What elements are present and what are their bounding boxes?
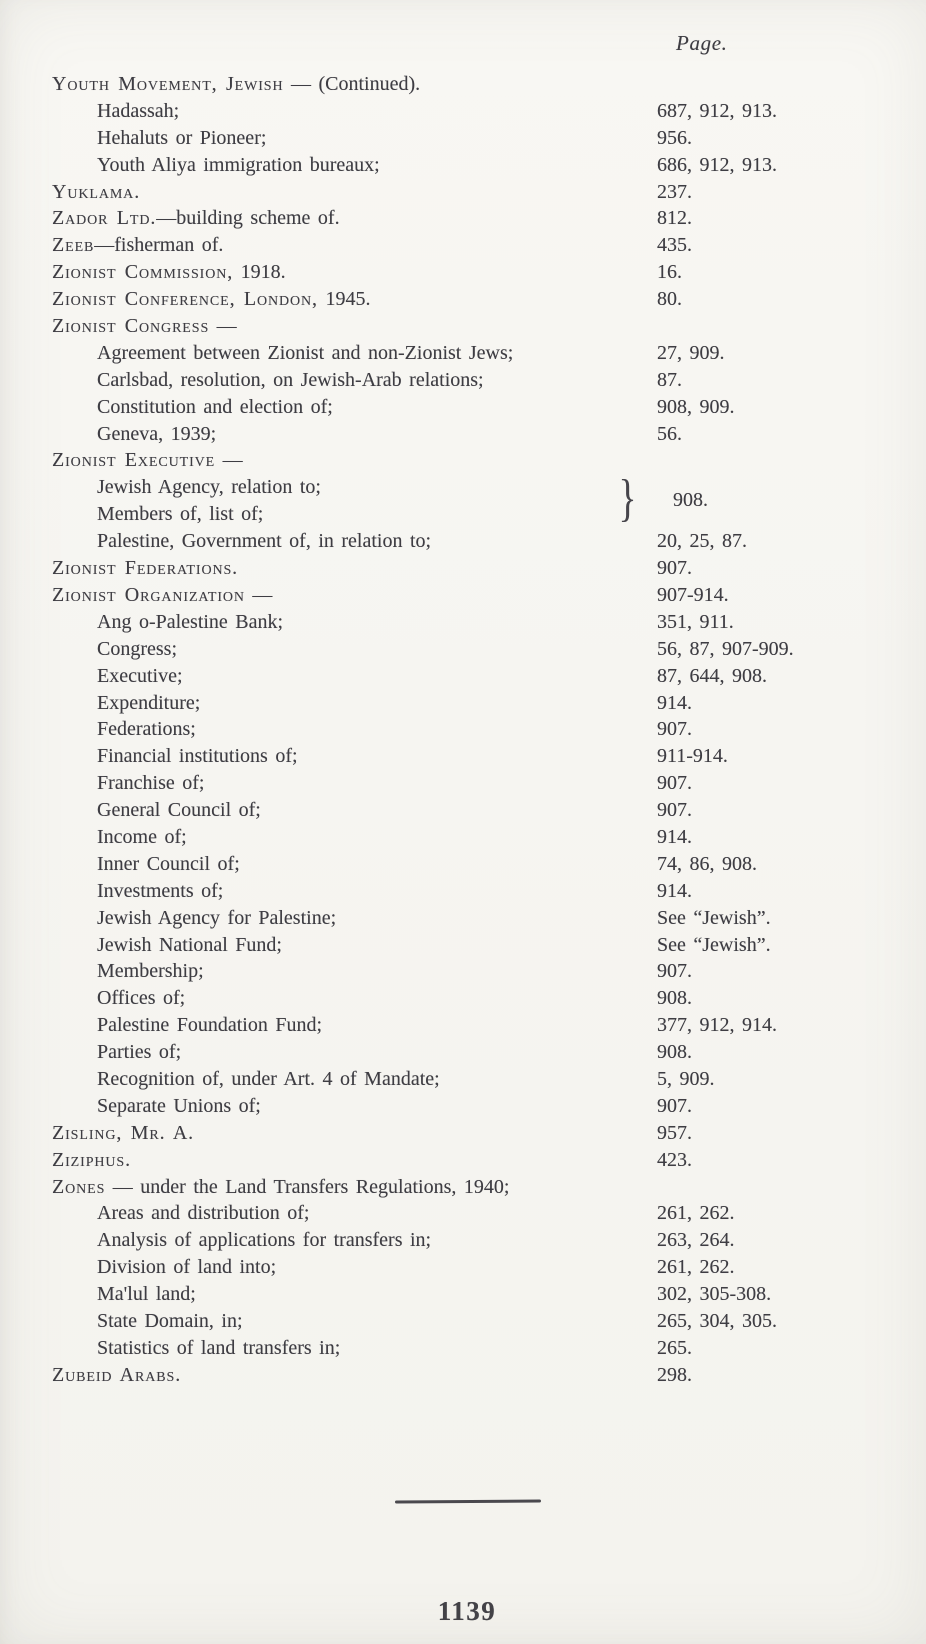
entry-pages: 27, 909. <box>657 341 725 364</box>
index-subentry <box>52 528 882 555</box>
entry-text <box>52 1120 194 1147</box>
entry-text: Investments of; <box>97 879 224 902</box>
index-subentry <box>52 636 882 663</box>
entry-pages: 686, 912, 913. <box>657 153 777 176</box>
entry-pages: 74, 86, 908. <box>657 852 757 875</box>
entry-text: Inner Council of; <box>97 852 240 875</box>
entry-text: Palestine Foundation Fund; <box>97 1014 322 1037</box>
index-subentry <box>52 98 882 125</box>
index-subentry <box>52 1039 882 1066</box>
entry-text: Offices of; <box>97 987 186 1010</box>
index-subentry <box>52 125 882 152</box>
entry-text: Yuklama. <box>52 180 140 203</box>
entry-pages: 956. <box>657 126 692 149</box>
index-subentry <box>52 851 882 878</box>
index-subentry <box>52 1012 882 1039</box>
entry-text: Youth Movement, Jewish — (Continued). <box>52 73 421 95</box>
index-subentry <box>52 932 882 959</box>
index-entry <box>52 555 882 582</box>
entry-pages: 957. <box>657 1121 692 1144</box>
entry-text: Hadassah; <box>97 99 180 122</box>
index-subentry <box>52 394 882 421</box>
entry-text: Zones — under the Land Transfers Regulations, 1940; <box>52 1175 510 1198</box>
entry-text: Division of land into; <box>97 1256 277 1279</box>
entry-pages: 263, 264. <box>657 1229 735 1252</box>
entry-pages: 911-914. <box>657 745 728 768</box>
index-subentry <box>52 985 882 1012</box>
entry-heading-smallcaps: Zador Ltd. <box>52 207 157 230</box>
index-subentry <box>52 716 882 743</box>
entry-pages: 87, 644, 908. <box>657 664 767 687</box>
entry-pages: See “Jewish”. <box>657 906 771 929</box>
entry-text: Zubeid Arabs. <box>52 1363 181 1386</box>
entry-heading-smallcaps: Zones <box>52 1175 106 1198</box>
entry-pages: 907. <box>657 557 692 580</box>
index-entry <box>52 582 882 609</box>
index-subentry <box>52 340 882 367</box>
entry-text: Franchise of; <box>97 772 205 795</box>
entry-heading-smallcaps: Yuklama <box>52 180 135 203</box>
index-subentry <box>52 797 882 824</box>
entry-pages: 261, 262. <box>657 1256 735 1279</box>
entry-text: Executive; <box>97 664 183 687</box>
entry-pages: 20, 25, 87. <box>657 530 747 553</box>
entry-pages: 908. <box>657 987 692 1010</box>
index-subentry <box>52 824 882 851</box>
index-subentry <box>52 152 882 179</box>
entry-pages: 423. <box>657 1148 692 1171</box>
index-subentry <box>52 421 882 448</box>
entry-text: Zeeb—fisherman of. <box>52 234 224 257</box>
entry-pages: 914. <box>657 691 692 714</box>
entry-text: Income of; <box>97 825 187 848</box>
index-entry <box>52 1147 882 1174</box>
index-subentry-text: Members of, list of; <box>97 503 264 526</box>
entry-text: Zionist Organization — <box>52 583 273 606</box>
index-entry <box>52 259 882 286</box>
entry-text: Zador Ltd.—building scheme of. <box>52 207 340 230</box>
entry-text: General Council of; <box>97 799 261 822</box>
entry-pages: 914. <box>657 879 692 902</box>
entry-pages: 80. <box>657 288 682 311</box>
entry-text: Zionist Federations. <box>52 557 238 580</box>
entry-text: Zionist Conference, London, 1945. <box>52 288 371 311</box>
index-entry <box>52 1362 882 1389</box>
entry-pages: 265. <box>657 1336 692 1359</box>
entry-pages: 812. <box>657 207 692 230</box>
entry-text: Areas and distribution of; <box>97 1202 310 1225</box>
entry-pages: 265, 304, 305. <box>657 1309 777 1332</box>
index-subentry <box>52 770 882 797</box>
entry-heading-smallcaps: Zionist Federations <box>52 557 233 580</box>
index-subentry <box>52 1227 882 1254</box>
entry-pages: 5, 909. <box>657 1067 715 1090</box>
entry-pages: 907-914. <box>657 583 729 606</box>
index-subentry <box>52 1093 882 1120</box>
index-entry <box>52 71 882 98</box>
brace-icon: } <box>618 470 637 528</box>
divider-rule <box>395 1499 541 1503</box>
entry-pages: 87. <box>657 368 682 391</box>
entry-pages: 907. <box>657 718 692 741</box>
entry-text: Federations; <box>97 718 196 741</box>
entry-text: Statistics of land transfers in; <box>97 1336 341 1359</box>
entry-text: Ang o-Palestine Bank; <box>97 610 284 633</box>
entry-text: Membership; <box>97 960 204 983</box>
entry-text: Zionist Congress — <box>52 315 237 338</box>
entry-pages: 56. <box>657 422 682 445</box>
entry-text: Zionist Commission, 1918. <box>52 261 286 284</box>
entry-text: Zionist Executive — <box>52 449 243 472</box>
index-subentry <box>52 905 882 932</box>
entry-heading-smallcaps: Ziziphus <box>52 1148 126 1171</box>
index-subentry <box>52 1335 882 1362</box>
entry-text: Jewish National Fund; <box>97 933 282 956</box>
entry-pages: 56, 87, 907-909. <box>657 637 794 660</box>
index-subentry <box>52 690 882 717</box>
entry-text: Agreement between Zionist and non-Zionist Jews; <box>97 341 514 364</box>
index-subentry <box>52 367 882 394</box>
entry-pages: 687, 912, 913. <box>657 99 777 122</box>
entry-pages: 907. <box>657 1094 692 1117</box>
entry-heading-smallcaps: Zeeb <box>52 234 95 257</box>
index-subentry <box>52 1066 882 1093</box>
entry-pages: 261, 262. <box>657 1202 735 1225</box>
entry-pages: 907. <box>657 772 692 795</box>
entry-heading-smallcaps: Zionist Commission, <box>52 261 234 284</box>
entry-pages: 908, 909. <box>657 395 735 418</box>
entry-heading-smallcaps: Zisling, Mr. A. <box>52 1121 195 1144</box>
entry-text: Ziziphus. <box>52 1148 131 1171</box>
entry-pages: 351, 911. <box>657 610 734 633</box>
entry-text: State Domain, in; <box>97 1309 243 1332</box>
entry-text: Congress; <box>97 637 177 660</box>
entry-text: Youth Aliya immigration bureaux; <box>97 153 380 176</box>
index-list <box>52 71 882 1389</box>
index-subentry <box>52 743 882 770</box>
index-subentry <box>52 1281 882 1308</box>
entry-text: Expenditure; <box>97 691 201 714</box>
index-entry <box>52 232 882 259</box>
entry-heading-smallcaps: Zubeid Arabs <box>52 1363 176 1386</box>
entry-heading-smallcaps: Zionist Congress <box>52 315 210 338</box>
index-subentry <box>52 1254 882 1281</box>
entry-pages: 435. <box>657 234 692 257</box>
entry-heading-smallcaps: Zionist Conference, London, <box>52 288 318 311</box>
entry-text: Carlsbad, resolution, on Jewish-Arab relations; <box>97 368 484 391</box>
index-entry <box>52 313 882 340</box>
entry-pages: See “Jewish”. <box>657 933 771 956</box>
index-entry <box>52 179 882 206</box>
entry-text: Analysis of applications for transfers in; <box>97 1229 432 1252</box>
index-subentry <box>52 1308 882 1335</box>
entry-text: Geneva, 1939; <box>97 422 217 445</box>
entry-pages: 16. <box>657 261 682 284</box>
entry-heading-smallcaps: Zionist Organization <box>52 583 245 606</box>
index-subentry-text: Jewish Agency, relation to; <box>97 476 321 499</box>
page-column-header: Page. <box>676 31 728 55</box>
entry-pages: 907. <box>657 960 692 983</box>
entry-text: Hehaluts or Pioneer; <box>97 126 267 149</box>
entry-text: Financial institutions of; <box>97 745 298 768</box>
index-entry <box>52 286 882 313</box>
entry-pages: 908. <box>673 489 708 512</box>
entry-text: Palestine, Government of, in relation to; <box>97 530 432 553</box>
entry-text: Separate Unions of; <box>97 1094 261 1117</box>
entry-heading-smallcaps: Zionist Executive <box>52 449 216 472</box>
page-number: 1139 <box>437 1596 497 1626</box>
entry-pages: 377, 912, 914. <box>657 1014 777 1037</box>
index-brace-group <box>52 470 882 528</box>
entry-text: Parties of; <box>97 1041 182 1064</box>
entry-text: Jewish Agency for Palestine; <box>97 906 337 929</box>
index-subentry <box>52 663 882 690</box>
entry-text: Recognition of, under Art. 4 of Mandate; <box>97 1067 440 1090</box>
index-entry <box>52 447 882 474</box>
entry-pages: 298. <box>657 1363 692 1386</box>
index-subentry <box>52 878 882 905</box>
index-subentry <box>52 609 882 636</box>
entry-text: Constitution and election of; <box>97 395 333 418</box>
index-subentry <box>52 958 882 985</box>
entry-pages: 908. <box>657 1041 692 1064</box>
index-entry <box>52 205 882 232</box>
index-entry <box>52 1120 882 1147</box>
entry-pages: 907. <box>657 799 692 822</box>
index-entry <box>52 1174 882 1201</box>
entry-text: Ma'lul land; <box>97 1283 196 1306</box>
entry-pages: 237. <box>657 180 692 203</box>
entry-pages: 302, 305-308. <box>657 1283 772 1306</box>
entry-pages: 914. <box>657 825 692 848</box>
entry-heading-smallcaps: Youth Movement, Jewish <box>52 73 284 95</box>
index-subentry <box>52 1200 882 1227</box>
